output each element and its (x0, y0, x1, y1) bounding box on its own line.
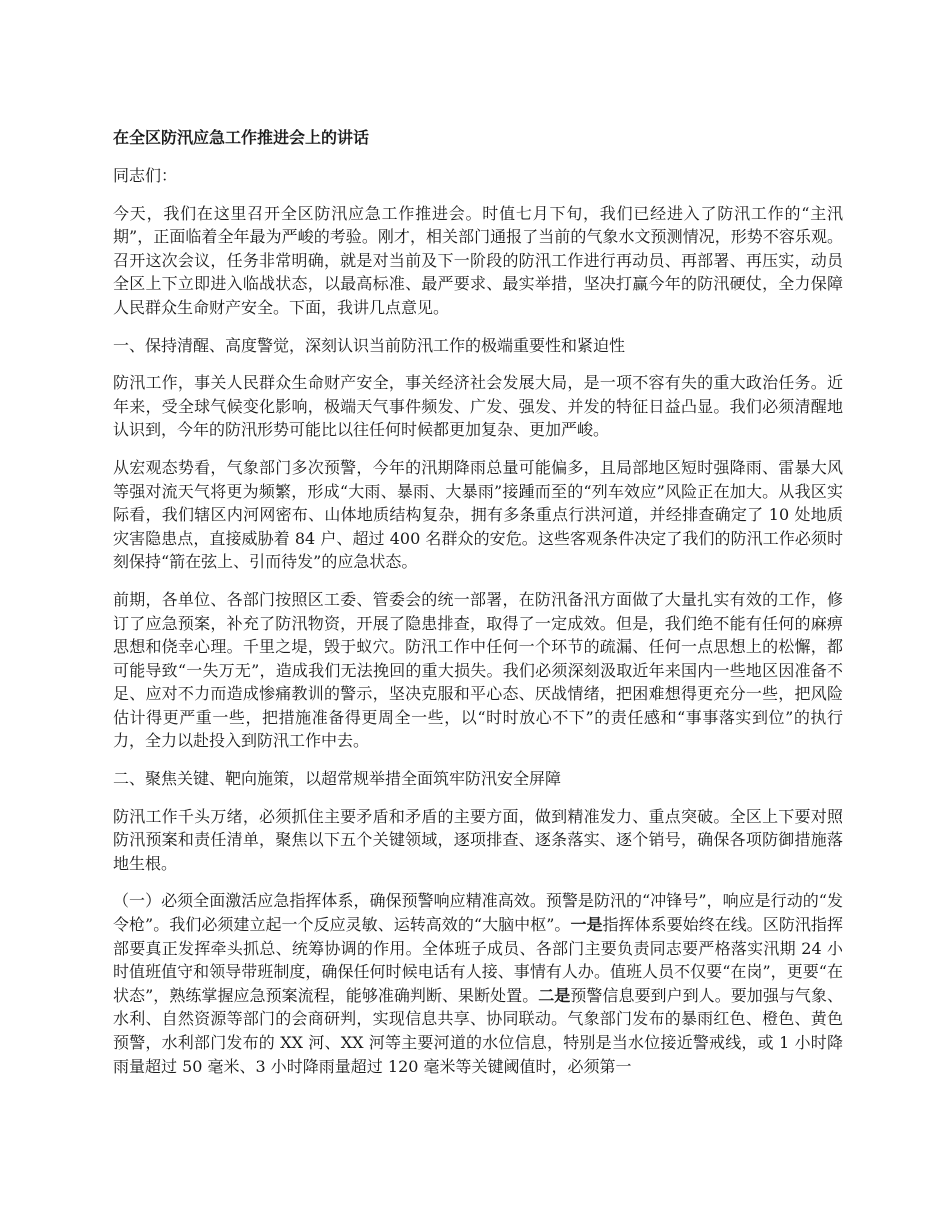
section-heading-1: 一、保持清醒、高度警觉，深刻认识当前防汛工作的极端重要性和紧迫性 (113, 335, 626, 355)
paragraph-importance: 防汛工作，事关人民群众生命财产安全，事关经济社会发展大局，是一项不容有失的重大政治任务。近年来，受全球气候变化影响，极端天气事件频发、广发、强发、并发的特征日益凸显。我们必须清醒地认识到，今年的防汛形势可能比以往任何时候都更加复杂、更加严峻。 (113, 373, 843, 440)
paragraph-command-system (113, 889, 843, 1078)
paragraph-command-second: 预警信息要到户到人。要加强与气象、水利、自然资源等部门的会商研判，实现信息共享、协同联动。气象部门发布的暴雨红色、橙色、黄色预警，水利部门发布的 XX 河、XX 河等主要河道的水位信息，特别是当水位接近警戒线，或 1 小时降雨量超过 50 毫米、3 小时降雨量超过 120 毫米等关键阈值时，必须第一 (113, 985, 843, 1076)
greeting: 同志们： (113, 166, 178, 185)
bold-marker-second: 二是 (538, 985, 571, 1005)
section-heading-2: 二、聚焦关键、靶向施策，以超常规举措全面筑牢防汛安全屏障 (113, 769, 562, 789)
paragraph-focus: 防汛工作千头万绪，必须抓住主要矛盾和矛盾的主要方面，做到精准发力、重点突破。全区上下要对照防汛预案和责任清单，聚焦以下五个关键领域，逐项排查、逐条落实、逐个销号，确保各项防御措施落地生根。 (113, 806, 843, 873)
document-title: 在全区防汛应急工作推进会上的讲话 (113, 128, 370, 147)
paragraph-situation: 从宏观态势看，气象部门多次预警，今年的汛期降雨总量可能偏多，且局部地区短时强降雨、雷暴大风等强对流天气将更为频繁，形成“大雨、暴雨、大暴雨”接踵而至的“列车效应”风险正在加大。从我区实际看，我们辖区内河网密布、山体地质结构复杂，拥有多条重点行洪河道，并经排查确定了 10 处地质灾害隐患点，直接威胁着 84 户、超过 400 名群众的安危。这些客观条件决定了我们的防汛工作必须时刻保持“箭在弦上、引而待发”的应急状态。 (113, 457, 843, 572)
paragraph-intro: 今天，我们在这里召开全区防汛应急工作推进会。时值七月下旬，我们已经进入了防汛工作的“主汛期”，正面临着全年最为严峻的考验。刚才，相关部门通报了当前的气象水文预测情况，形势不容乐观。召开这次会议，任务非常明确，就是对当前及下一阶段的防汛工作进行再动员、再部署、再压实，动员全区上下立即进入临战状态，以最高标准、最严要求、最实举措，坚决打赢今年的防汛硬仗，全力保障人民群众生命财产安全。下面，我讲几点意见。 (113, 203, 843, 317)
document-page (113, 126, 843, 1092)
bold-marker-first: 一是 (570, 915, 603, 935)
paragraph-command-first: 指挥体系要始终在线。区防汛指挥部要真正发挥牵头抓总、统筹协调的作用。全体班子成员、各部门主要负责同志要严格落实汛期 24 小时值班值守和领导带班制度，确保任何时候电话有人接、事情有人办。值班人员不仅要“在岗”，更要“在状态”，熟练掌握应急预案流程，能够准确判断、果断处置。 (113, 915, 843, 1005)
paragraph-command-intro: （一）必须全面激活应急指挥体系，确保预警响应精准高效。预警是防汛的“冲锋号”，响应是行动的“发令枪”。我们必须建立起一个反应灵敏、运转高效的“大脑中枢”。 (113, 891, 843, 935)
paragraph-warning: 前期，各单位、各部门按照区工委、管委会的统一部署，在防汛备汛方面做了大量扎实有效的工作，修订了应急预案，补充了防汛物资，开展了隐患排查，取得了一定成效。但是，我们绝不能有任何的麻痹思想和侥幸心理。千里之堤，毁于蚁穴。防汛工作中任何一个环节的疏漏、任何一点思想上的松懈，都可能导致“一失万无”，造成我们无法挽回的重大损失。我们必须深刻汲取近年来国内一些地区因准备不足、应对不力而造成惨痛教训的警示，坚决克服和平心态、厌战情绪，把困难想得更充分一些，把风险估计得更严重一些，把措施准备得更周全一些，以“时时放心不下”的责任感和“事事落实到位”的执行力，全力以赴投入到防汛工作中去。 (113, 589, 843, 751)
